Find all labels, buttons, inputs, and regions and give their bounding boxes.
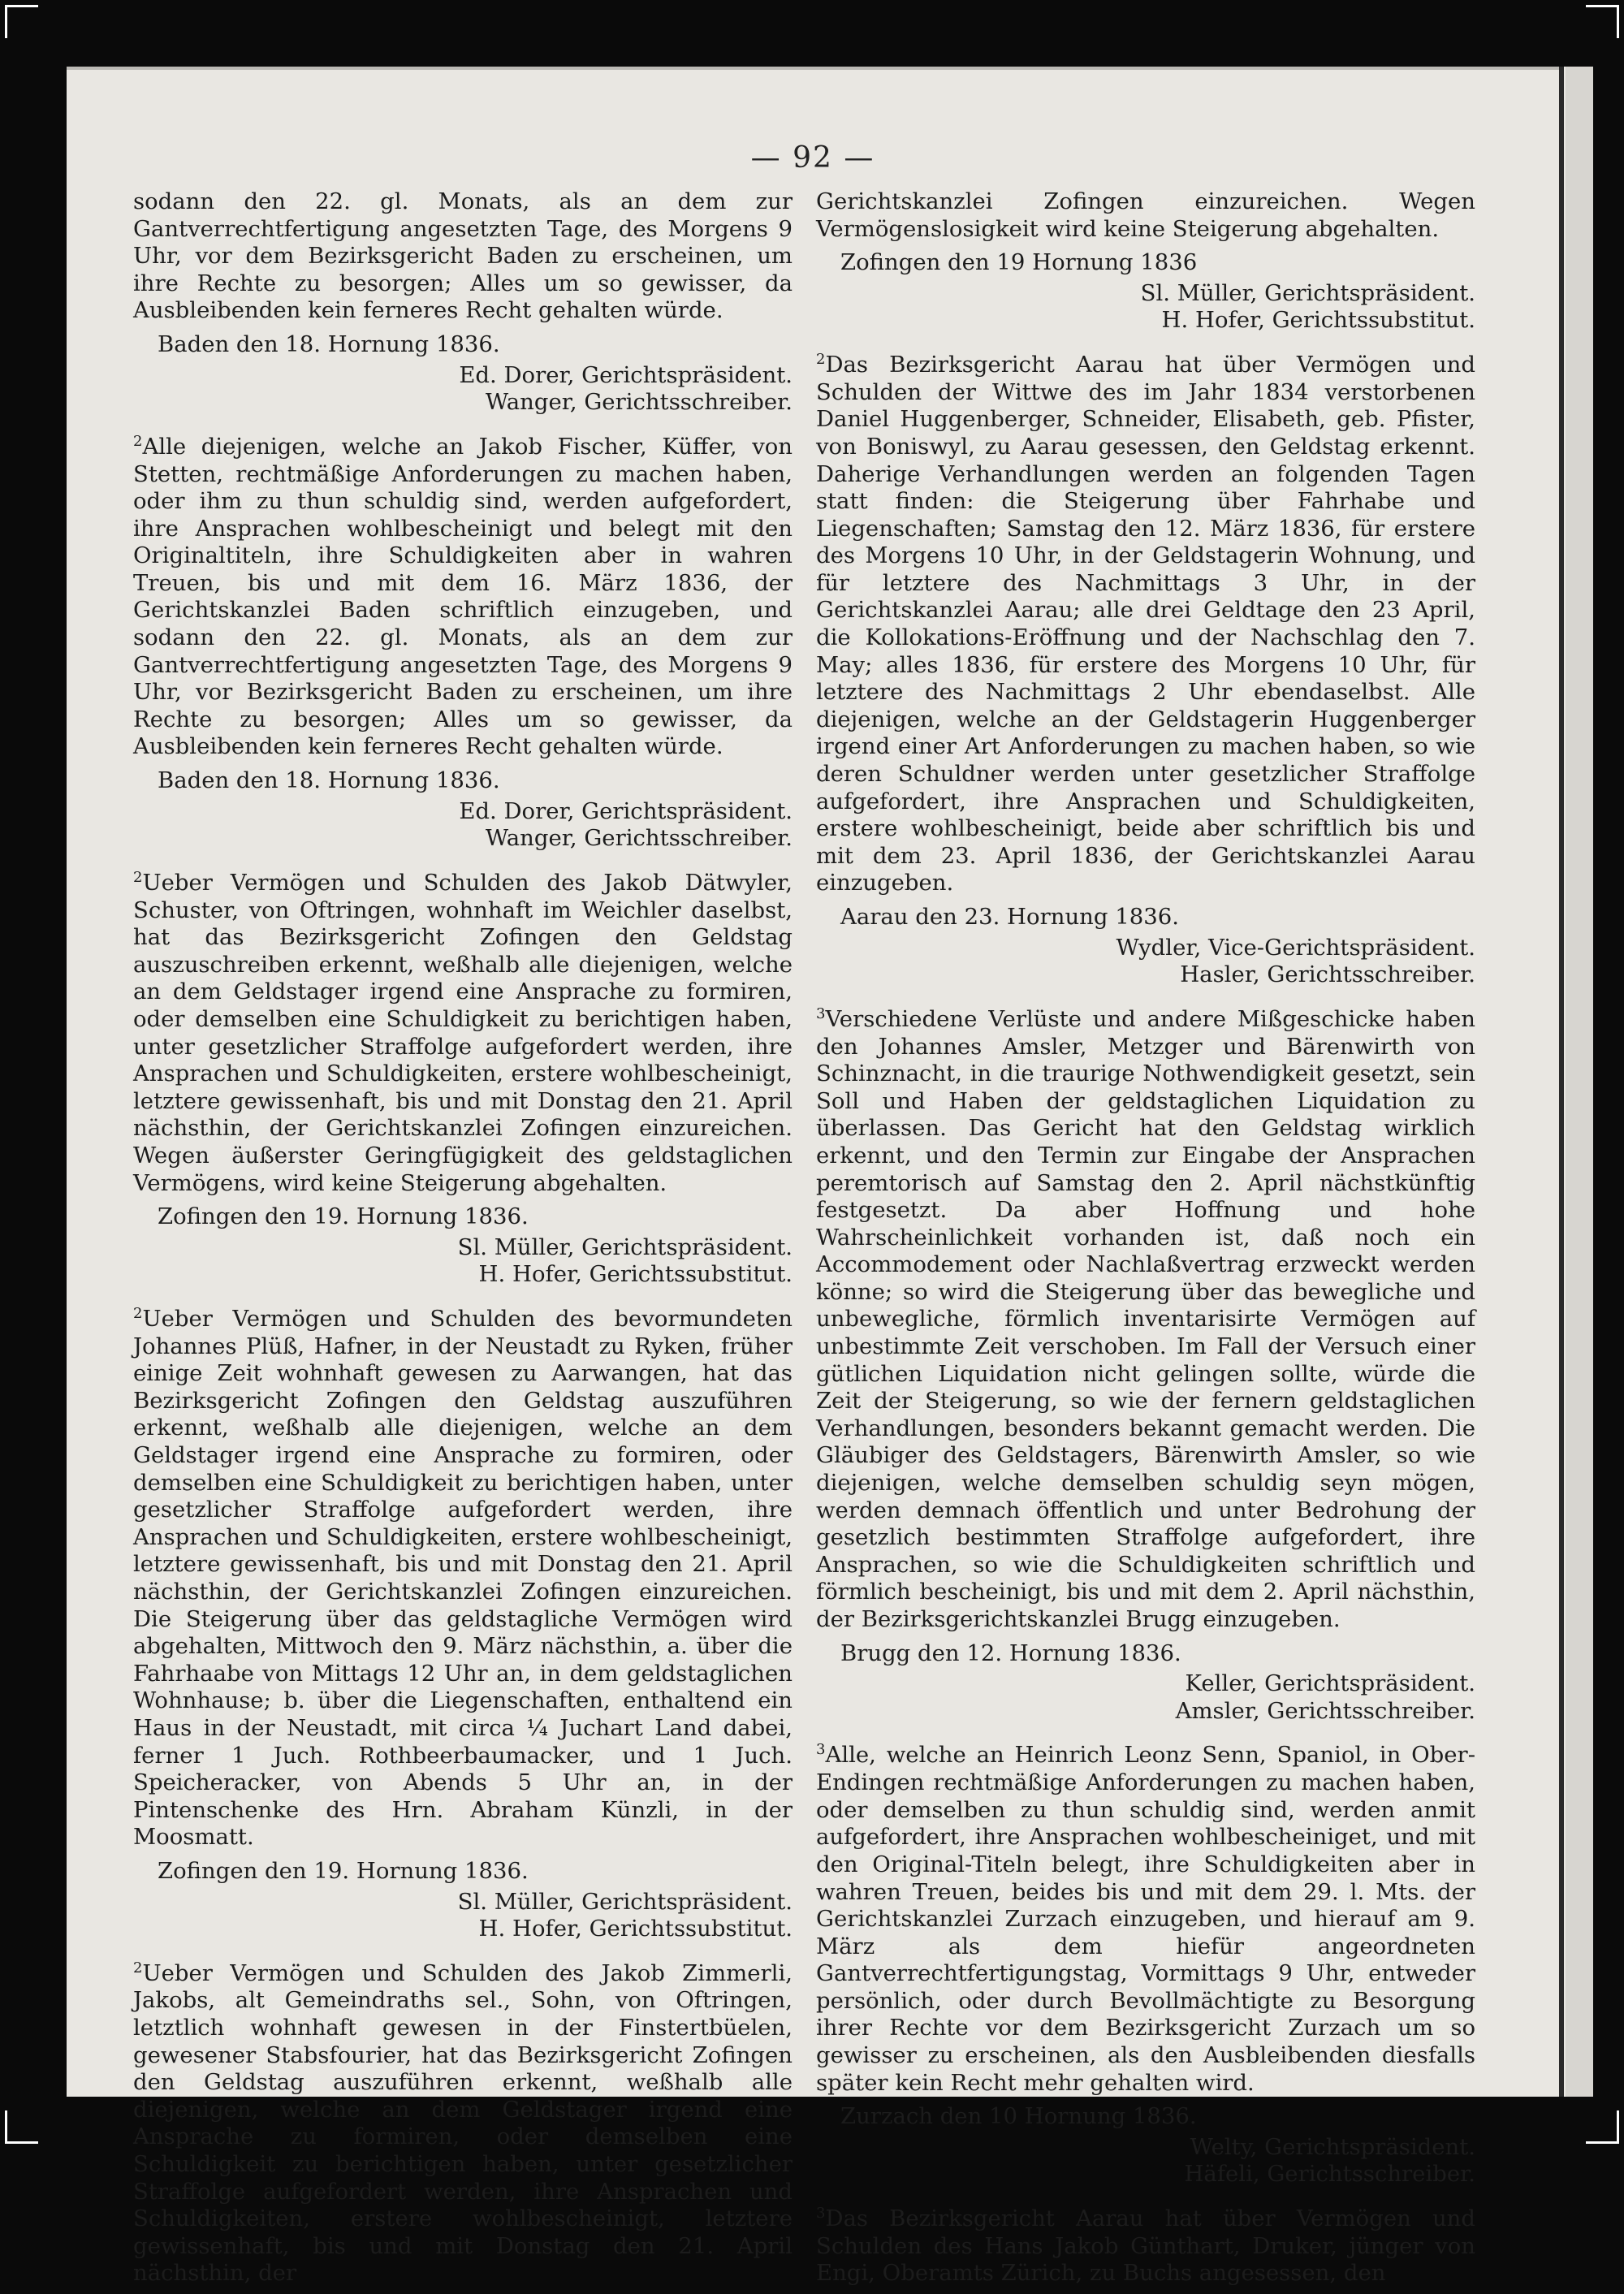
notice-paragraph [816, 346, 1475, 897]
notice-text: Ueber Vermögen und Schulden des bevormundeten Johannes Plüß, Hafner, in der Neustadt zu Ryken, früher einige Zeit wohnhaft gewesen zu Aarwangen, hat das Bezirksgericht Zofingen den Geldstag auszuführen erkennt, weßhalb alle diejenigen, welche an dem Geldstager irgend eine Ansprache zu formiren, oder demselben eine Schuldigkeit zu berichtigen haben, unter gesetzlicher Straffolge aufgefordert werden, ihre Ansprachen und Schuldigkeiten, erstere wohlbescheinigt, letztere gewissenhaft, bis und mit Donstag den 21. April nächsthin, der Gerichtskanzlei Zofingen einzureichen. Die Steigerung über das geldstagliche Vermögen wird abgehalten, Mittwoch den 9. März nächsthin, a. über die Fahrhaabe von Mittags 12 Uhr an, in dem geldstaglichen Wohnhause; b. über die Liegenschaften, enthaltend ein Haus in der Neustadt, mit circa ¼ Juchart Land dabei, ferner 1 Juch. Rothbeerbaumacker, und 1 Juch. Speicheracker, von Abends 5 Uhr an, in der Pintenschenke des Hrn. Abraham Künzli, in der Moosmatt. [133, 1306, 793, 1851]
notice-marker: 3 [816, 1741, 826, 1759]
notice-paragraph [133, 188, 793, 325]
notice-marker: 2 [133, 1959, 143, 1976]
top-edge [67, 67, 1559, 70]
dateline: Baden den 18. Hornung 1836. [158, 767, 500, 794]
signature-line: Wanger, Gerichtsschreiber. [485, 389, 793, 416]
signature-line: Hasler, Gerichtsschreiber. [1180, 961, 1475, 988]
notice-separator [816, 1725, 1475, 1736]
notice-paragraph [816, 2200, 1475, 2288]
signature-line: Welty, Gerichtspräsident. [1190, 2133, 1475, 2160]
crop-mark-bottom-right [1586, 2110, 1619, 2144]
notice-paragraph [816, 1000, 1475, 1634]
signature-line: Ed. Dorer, Gerichtspräsident. [459, 361, 793, 388]
signature-line: Wydler, Vice-Gerichtspräsident. [1116, 934, 1475, 961]
notice-separator [133, 1943, 793, 1955]
signature-line: Sl. Müller, Gerichtspräsident. [1140, 279, 1475, 306]
notice-text: Ueber Vermögen und Schulden des Jakob Zimmerli, Jakobs, alt Gemeindraths sel., Sohn, von Oftringen, letztlich wohnhaft gewesen in der Finstertbüelen, gewesener Stabsfourier, hat das Bezirksgericht Zofingen den Geldstag auszuführen erkennt, weßhalb alle diejenigen, welche an dem Geldstager irgend eine Ansprache zu formiren, oder demselben eine Schuldigkeit zu berichtigen haben, unter gesetzlicher Straffolge aufgefordert werden, ihre Ansprachen und Schuldigkeiten, erstere wohlbescheinigt, letztere gewissenhaft, bis und mit Donstag den 21. April nächsthin, der [133, 1959, 793, 2287]
page-number: — 92 — [750, 141, 875, 175]
notice-paragraph [133, 1300, 793, 1851]
notice-text: Das Bezirksgericht Aarau hat über Vermögen und Schulden der Wittwe des im Jahr 1834 verstorbenen Daniel Huggenberger, Schneider, Elisabeth, geb. Pfister, von Boniswyl, zu Aarau gesessen, den Geldstag erkennt. Daherige Verhandlungen werden an folgenden Tagen statt finden: die Steigerung über Fahrhabe und Liegenschaften; Samstag den 12. März 1836, für erstere des Morgens 10 Uhr, in der Geldstagerin Wohnung, und für letztere des Nachmittags 3 Uhr, in der Gerichtskanzlei Aarau; alle drei Geldtage den 23 April, die Kollokations-Eröffnung und der Nachschlag den 7. May; alles 1836, für erstere des Morgens 10 Uhr, für letztere des Nachmittags 2 Uhr ebendaselbst. Alle diejenigen, welche an der Geldstagerin Huggenberger irgend einer Art Anforderungen zu machen haben, so wie deren Schuldner werden unter gesetzlicher Straffolge aufgefordert, ihre Ansprachen und Schuldigkeiten, erstere wohlbescheinigt, beide aber schriftlich bis und mit dem 23. April 1836, der Gerichtskanzlei Aarau einzugeben. [816, 352, 1475, 896]
dateline: Zofingen den 19. Hornung 1836. [158, 1203, 529, 1230]
notice-text: Alle, welche an Heinrich Leonz Senn, Spaniol, in Ober-Endingen rechtmäßige Anforderungen zu machen haben, oder demselben zu thun schuldig sind, werden anmit aufgefordert, ihre Ansprachen wohlbescheiniget, und mit den Original-Titeln belegt, ihre Schuldigkeiten aber in wahren Treuen, beides bis und mit dem 29. l. Mts. der Gerichtskanzlei Zurzach einzugeben, und hierauf am 9. März als dem hiefür angeordneten Gantverrechtfertigungstag, Vormittags 9 Uhr, entweder persönlich, oder durch Bevollmächtigte zu Besorgung ihrer Rechte vor dem Bezirksgericht Zurzach um so gewisser zu erscheinen, als den Ausbleibenden diesfalls später kein Recht mehr gehalten wird. [816, 1742, 1475, 2096]
crop-mark-top-left [5, 5, 38, 38]
left-column [133, 188, 793, 2294]
signature-line: Wanger, Gerichtsschreiber. [485, 825, 793, 852]
notice-marker: 3 [816, 1004, 826, 1022]
notice-text: Das Bezirksgericht Aarau hat über Vermögen und Schulden des Hans Jakob Günthart, Druker, jünger von Engi, Oberamts Zürich, zu Buchs angesessen, den [816, 2205, 1475, 2287]
notice-marker: 2 [133, 432, 143, 450]
signature-line: Häfeli, Gerichtsschreiber. [1184, 2161, 1475, 2188]
notice-separator [133, 417, 793, 428]
dateline: Zurzach den 10 Hornung 1836. [840, 2103, 1197, 2130]
notice-text: Verschiedene Verlüste und andere Mißgeschicke haben den Johannes Amsler, Metzger und Bärenwirth von Schinznacht, in die traurige Nothwendigkeit gesetzt, sein Soll und Haben der geldstaglichen Liquidation zu überlassen. Das Gericht hat den Geldstag wirklich erkennt, und den Termin zur Eingabe der Ansprachen peremtorisch auf Samstag den 2. April nächstkünftig festgesetzt. Da aber Hoffnung und hohe Wahrscheinlichkeit vorhanden ist, daß noch ein Accommodement oder Nachlaßvertrag erzweckt werden könne; so wird die Steigerung über das bewegliche und unbewegliche, förmlich inventarisirte Vermögen auf unbestimmte Zeit verschoben. Im Fall der Versuch einer gütlichen Liquidation nicht gelingen sollte, würde die Zeit der Steigerung, so wie der fernern geldstaglichen Verhandlungen, besonders bekannt gemacht werden. Die Gläubiger des Geldstagers, Bärenwirth Amsler, so wie diejenigen, welche demselben schuldig seyn mögen, werden demnach öffentlich und unter Bedrohung der gesetzlich bestimmten Straffolge aufgefordert, ihre Ansprachen, so wie die Schuldigkeiten schriftlich und förmlich bescheinigt, bis und mit dem 2. April nächsthin, der Bezirksgerichtskanzlei Brugg einzugeben. [816, 1005, 1475, 1632]
next-page-edge [1566, 67, 1593, 2097]
dateline: Baden den 18. Hornung 1836. [158, 330, 500, 357]
notice-text: Ueber Vermögen und Schulden des Jakob Dätwyler, Schuster, von Oftringen, wohnhaft im Weichler daselbst, hat das Bezirksgericht Zofingen den Geldstag auszuschreiben erkennt, weßhalb alle diejenigen, welche an dem Geldstager irgend eine Ansprache zu formiren, oder demselben eine Schuldigkeit zu berichtigen haben, unter gesetzlicher Straffolge aufgefordert werden, ihre Ansprachen und Schuldigkeiten, erstere wohlbescheinigt, letztere gewissenhaft, bis und mit Donstag den 21. April nächsthin, der Gerichtskanzlei Zofingen einzureichen. Wegen äußerster Geringfügigkeit des geldstaglichen Vermögens, wird keine Steigerung abgehalten. [133, 869, 793, 1196]
notice-paragraph [816, 1736, 1475, 2097]
signature-line: Keller, Gerichtspräsident. [1185, 1670, 1475, 1697]
dateline: Zofingen den 19 Hornung 1836 [840, 249, 1198, 276]
notice-marker: 3 [816, 2205, 826, 2223]
notice-paragraph [133, 864, 793, 1197]
notice-separator [816, 2188, 1475, 2200]
notice-marker: 2 [133, 868, 143, 886]
notice-marker: 2 [133, 1304, 143, 1322]
dateline: Brugg den 12. Hornung 1836. [840, 1639, 1181, 1666]
crop-mark-bottom-left [5, 2110, 38, 2144]
right-column [816, 188, 1475, 2294]
notice-separator [816, 989, 1475, 1000]
notice-separator [133, 853, 793, 864]
signature-line: H. Hofer, Gerichtssubstitut. [478, 1916, 793, 1942]
signature-line: Sl. Müller, Gerichtspräsident. [457, 1888, 793, 1915]
notice-paragraph [816, 188, 1475, 243]
dateline: Zofingen den 19. Hornung 1836. [158, 1857, 529, 1884]
notice-paragraph [133, 1955, 793, 2288]
notice-separator [816, 335, 1475, 346]
signature-line: H. Hofer, Gerichtssubstitut. [1161, 307, 1475, 334]
notice-text: Gerichtskanzlei Zofingen einzureichen. Wegen Vermögenslosigkeit wird keine Steigerung abgehalten. [816, 188, 1475, 242]
signature-line: Ed. Dorer, Gerichtspräsident. [459, 797, 793, 824]
crop-mark-top-right [1586, 5, 1619, 38]
signature-line: Amsler, Gerichtsschreiber. [1175, 1697, 1475, 1724]
signature-line: Sl. Müller, Gerichtspräsident. [457, 1233, 793, 1260]
notice-separator [133, 1289, 793, 1300]
signature-line: H. Hofer, Gerichtssubstitut. [478, 1261, 793, 1288]
newspaper-page [67, 67, 1593, 2287]
notice-paragraph [133, 428, 793, 761]
dateline: Aarau den 23. Hornung 1836. [840, 904, 1179, 930]
page-spine [1559, 67, 1564, 2097]
notice-marker: 2 [816, 350, 826, 368]
notice-text: Alle diejenigen, welche an Jakob Fischer, Küffer, von Stetten, rechtmäßige Anforderungen zu machen haben, oder ihm zu thun schuldig sind, werden aufgefordert, ihre Ansprachen wohlbescheinigt und belegt mit den Originaltiteln, ihre Schuldigkeiten aber in wahren Treuen, bis und mit dem 16. März 1836, der Gerichtskanzlei Baden schriftlich einzugeben, und sodann den 22. gl. Monats, als an dem zur Gantverrechtfertigung angesetzten Tage, des Morgens 9 Uhr, vor Bezirksgericht Baden zu erscheinen, um ihre Rechte zu besorgen; Alles um so gewisser, da Ausbleibenden kein ferneres Recht gehalten würde. [133, 433, 793, 760]
notice-text: sodann den 22. gl. Monats, als an dem zur Gantverrechtfertigung angesetzten Tage, des Morgens 9 Uhr, vor dem Bezirksgericht Baden zu erscheinen, um ihre Rechte zu besorgen; Alles um so gewisser, da Ausbleibenden kein ferneres Recht gehalten würde. [133, 188, 793, 324]
